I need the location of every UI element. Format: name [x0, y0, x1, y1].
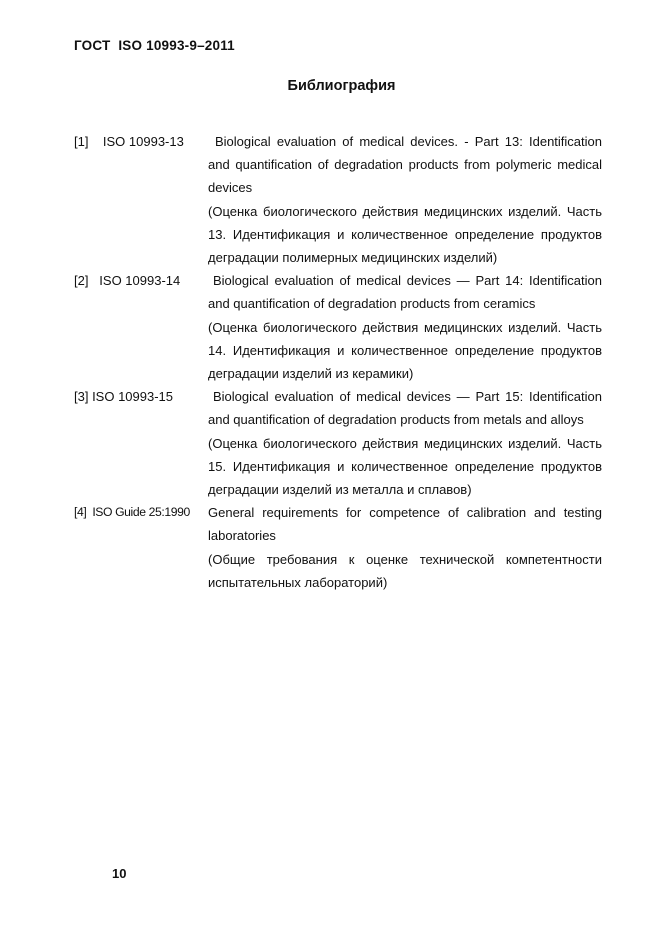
bibliography-list	[74, 130, 602, 594]
entry-reference: [4] ISO Guide 25:1990	[74, 505, 190, 520]
page-number: 10	[112, 866, 127, 881]
bibliography-entry-4	[74, 501, 602, 594]
bibliography-entry-2	[74, 269, 602, 385]
entry-title-ru: (Оценка биологического действия медицинских изделий. Часть 13. Идентификация и количественное определение продуктов деградации полимерных медицинских изделий)	[208, 203, 602, 266]
bibliography-entry-3	[74, 385, 602, 501]
entry-reference: [1] ISO 10993-13	[74, 134, 184, 149]
entry-title-ru: (Оценка биологического действия медицинских изделий. Часть 15. Идентификация и количественное определение продуктов деградации изделий из металла и сплавов)	[208, 435, 602, 498]
bibliography-entry-1	[74, 130, 602, 269]
entry-title-en: Biological evaluation of medical devices — Part 15: Identification and quantification of degradation products from metals and alloys	[208, 389, 602, 428]
entry-title-ru: (Оценка биологического действия медицинских изделий. Часть 14. Идентификация и количественное определение продуктов деградации изделий из керамики)	[208, 319, 602, 382]
entry-title-en: Biological evaluation of medical devices — Part 14: Identification and quantification of degradation products from ceramics	[208, 273, 602, 312]
entry-title-ru: (Общие требования к оценке технической компетентности испытательных лабораторий)	[208, 551, 602, 590]
page-title: Библиография	[287, 78, 396, 94]
entry-title-en: General requirements for competence of calibration and testing laboratories	[208, 505, 602, 544]
entry-title-en: Biological evaluation of medical devices. - Part 13: Identification and quantification of degradation products from polymeric medical devices	[208, 134, 602, 196]
document-header: ГОСТ ISO 10993-9–2011	[74, 38, 235, 53]
entry-reference: [3] ISO 10993-15	[74, 389, 174, 405]
entry-reference: [2] ISO 10993-14	[74, 273, 181, 289]
